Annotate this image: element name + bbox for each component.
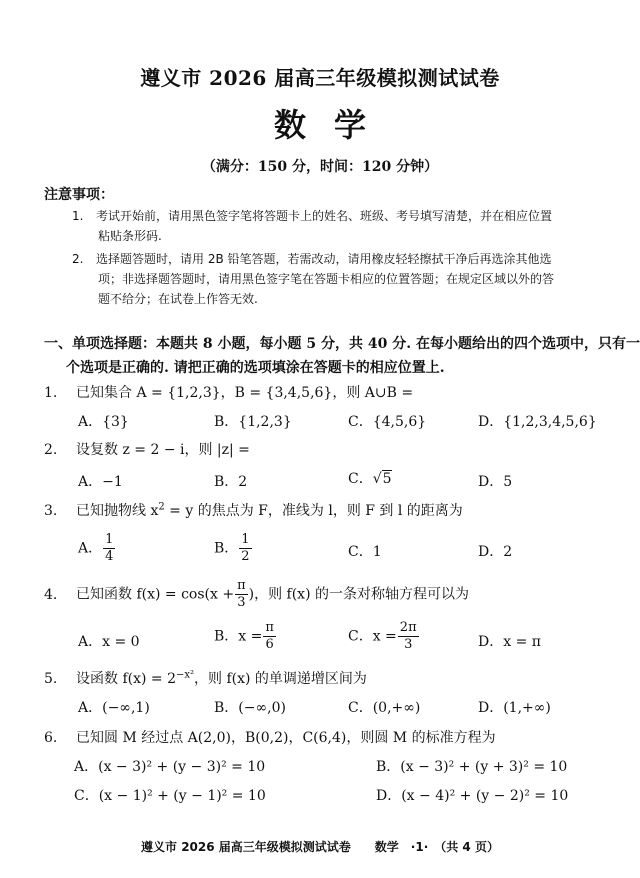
option-c[interactable]: C．√5 <box>348 471 392 487</box>
fraction <box>398 620 419 653</box>
question-number: 4. <box>44 586 58 603</box>
radicand: 5 <box>382 471 392 487</box>
subject-title: 数学 <box>273 106 394 144</box>
fraction-numerator: 1 <box>105 532 114 547</box>
option-a[interactable]: A．−1 <box>78 474 123 490</box>
fraction-denominator: 3 <box>404 637 413 652</box>
option-label: C．x = <box>348 628 397 645</box>
option-label: A． <box>78 540 103 557</box>
option-c[interactable]: C．(x − 1)² + (y − 1)² = 10 <box>74 788 266 804</box>
notice-heading: 注意事项： <box>44 187 114 203</box>
fraction-numerator: π <box>237 578 246 593</box>
question-number: 5. <box>44 671 58 687</box>
notice-item-number: 1. <box>72 209 84 223</box>
option-a[interactable]: A．(−∞,1) <box>78 700 150 716</box>
option-b[interactable] <box>214 620 277 653</box>
fraction-numerator: 1 <box>241 532 250 547</box>
notice-item-number: 2. <box>72 252 84 266</box>
fraction-denominator: 3 <box>237 595 246 610</box>
fraction-denominator: 4 <box>105 549 114 564</box>
superscript: −x² <box>176 669 195 681</box>
exam-title: 遵义市 2026 届高三年级模拟测试试卷 <box>140 66 500 90</box>
question-stem: 已知圆 M 经过点 A(2,0)，B(0,2)，C(6,4)，则圆 M 的标准方程为 <box>76 730 496 746</box>
option-d[interactable]: D．5 <box>478 474 513 490</box>
fraction-denominator: 2 <box>241 549 250 564</box>
option-c[interactable]: C．{4,5,6} <box>348 414 427 430</box>
question-number: 6. <box>44 730 58 746</box>
notice-item-2 <box>72 249 555 309</box>
option-a[interactable]: A．x = 0 <box>78 634 140 650</box>
question-number: 3. <box>44 503 58 519</box>
option-a[interactable]: A．{3} <box>78 414 129 430</box>
fraction <box>103 532 115 565</box>
option-a[interactable]: A．(x − 3)² + (y − 3)² = 10 <box>74 759 266 775</box>
notice-line: 考试开始前，请用黑色签字笔将答题卡上的姓名、班级、考号填写清楚，并在相应位置 <box>96 209 553 223</box>
option-label: B． <box>214 540 239 557</box>
question-5 <box>44 668 367 688</box>
notice-line: 选择题答题时，请用 2B 铅笔答题，若需改动，请用橡皮轻轻擦拭干净后再选涂其他选 <box>96 252 552 266</box>
superscript: 2 <box>158 501 165 513</box>
option-b[interactable]: B．(x − 3)² + (y + 3)² = 10 <box>376 759 568 775</box>
fraction <box>235 578 248 611</box>
option-d[interactable]: D．x = π <box>478 634 541 650</box>
question-stem: 设复数 z = 2 − i，则 |z| = <box>76 442 250 458</box>
fraction <box>239 532 251 565</box>
question-stem-part: 已知抛物线 x <box>76 503 159 519</box>
option-b[interactable]: B．2 <box>214 474 248 490</box>
option-label: B．x = <box>214 628 263 645</box>
option-c[interactable]: C．(0,+∞) <box>348 700 421 716</box>
option-c[interactable] <box>348 620 420 653</box>
question-2 <box>44 439 250 459</box>
option-d[interactable]: D．{1,2,3,4,5,6} <box>478 414 597 430</box>
question-number: 1. <box>44 385 58 401</box>
question-stem-part: ，则 f(x) 的单调递增区间为 <box>194 671 367 687</box>
question-6 <box>44 727 496 747</box>
fraction-numerator: π <box>265 620 274 635</box>
question-stem-part: 已知函数 f(x) = cos(x + <box>76 586 235 603</box>
question-3 <box>44 500 463 520</box>
option-b[interactable]: B．{1,2,3} <box>214 414 292 430</box>
section-line: 个选项是正确的. 请把正确的选项填涂在答题卡的相应位置上. <box>66 360 445 376</box>
score-time-info: （满分：150 分，时间：120 分钟） <box>201 159 439 175</box>
section-line: 一、单项选择题：本题共 8 小题，每小题 5 分，共 40 分. 在每小题给出的四个选项中，只有一 <box>44 336 640 352</box>
question-4 <box>44 578 469 611</box>
option-b[interactable] <box>214 532 253 565</box>
option-label: C． <box>348 471 373 487</box>
question-number: 2. <box>44 442 58 458</box>
option-d[interactable]: D．(1,+∞) <box>478 700 551 716</box>
page-footer: 遵义市 2026 届高三年级模拟测试试卷 数学 ·1· （共 4 页） <box>141 840 499 854</box>
notice-line: 题不给分；在试卷上作答无效. <box>98 292 258 306</box>
fraction-denominator: 6 <box>265 637 274 652</box>
notice-item-1 <box>72 206 553 246</box>
option-d[interactable]: D．2 <box>478 544 513 560</box>
fraction-numerator: 2π <box>399 620 417 635</box>
option-b[interactable]: B．(−∞,0) <box>214 700 286 716</box>
question-stem-part: = y 的焦点为 F，准线为 l，则 F 到 l 的距离为 <box>164 503 463 519</box>
option-d[interactable]: D．(x − 4)² + (y − 2)² = 10 <box>376 788 569 804</box>
question-stem-part: )，则 f(x) 的一条对称轴方程可以为 <box>248 586 469 603</box>
notice-line: 粘贴条形码. <box>98 229 162 243</box>
fraction <box>263 620 276 653</box>
option-c[interactable]: C．1 <box>348 544 382 560</box>
question-stem-part: 设函数 f(x) = 2 <box>76 671 176 687</box>
section-heading <box>44 332 640 380</box>
question-stem: 已知集合 A = {1,2,3}，B = {3,4,5,6}，则 A∪B = <box>76 385 414 401</box>
question-1 <box>44 382 413 402</box>
option-a[interactable] <box>78 532 116 565</box>
notice-line: 项；非选择题答题时，请用黑色签字笔在答题卡相应的位置答题；在规定区域以外的答 <box>98 272 555 286</box>
